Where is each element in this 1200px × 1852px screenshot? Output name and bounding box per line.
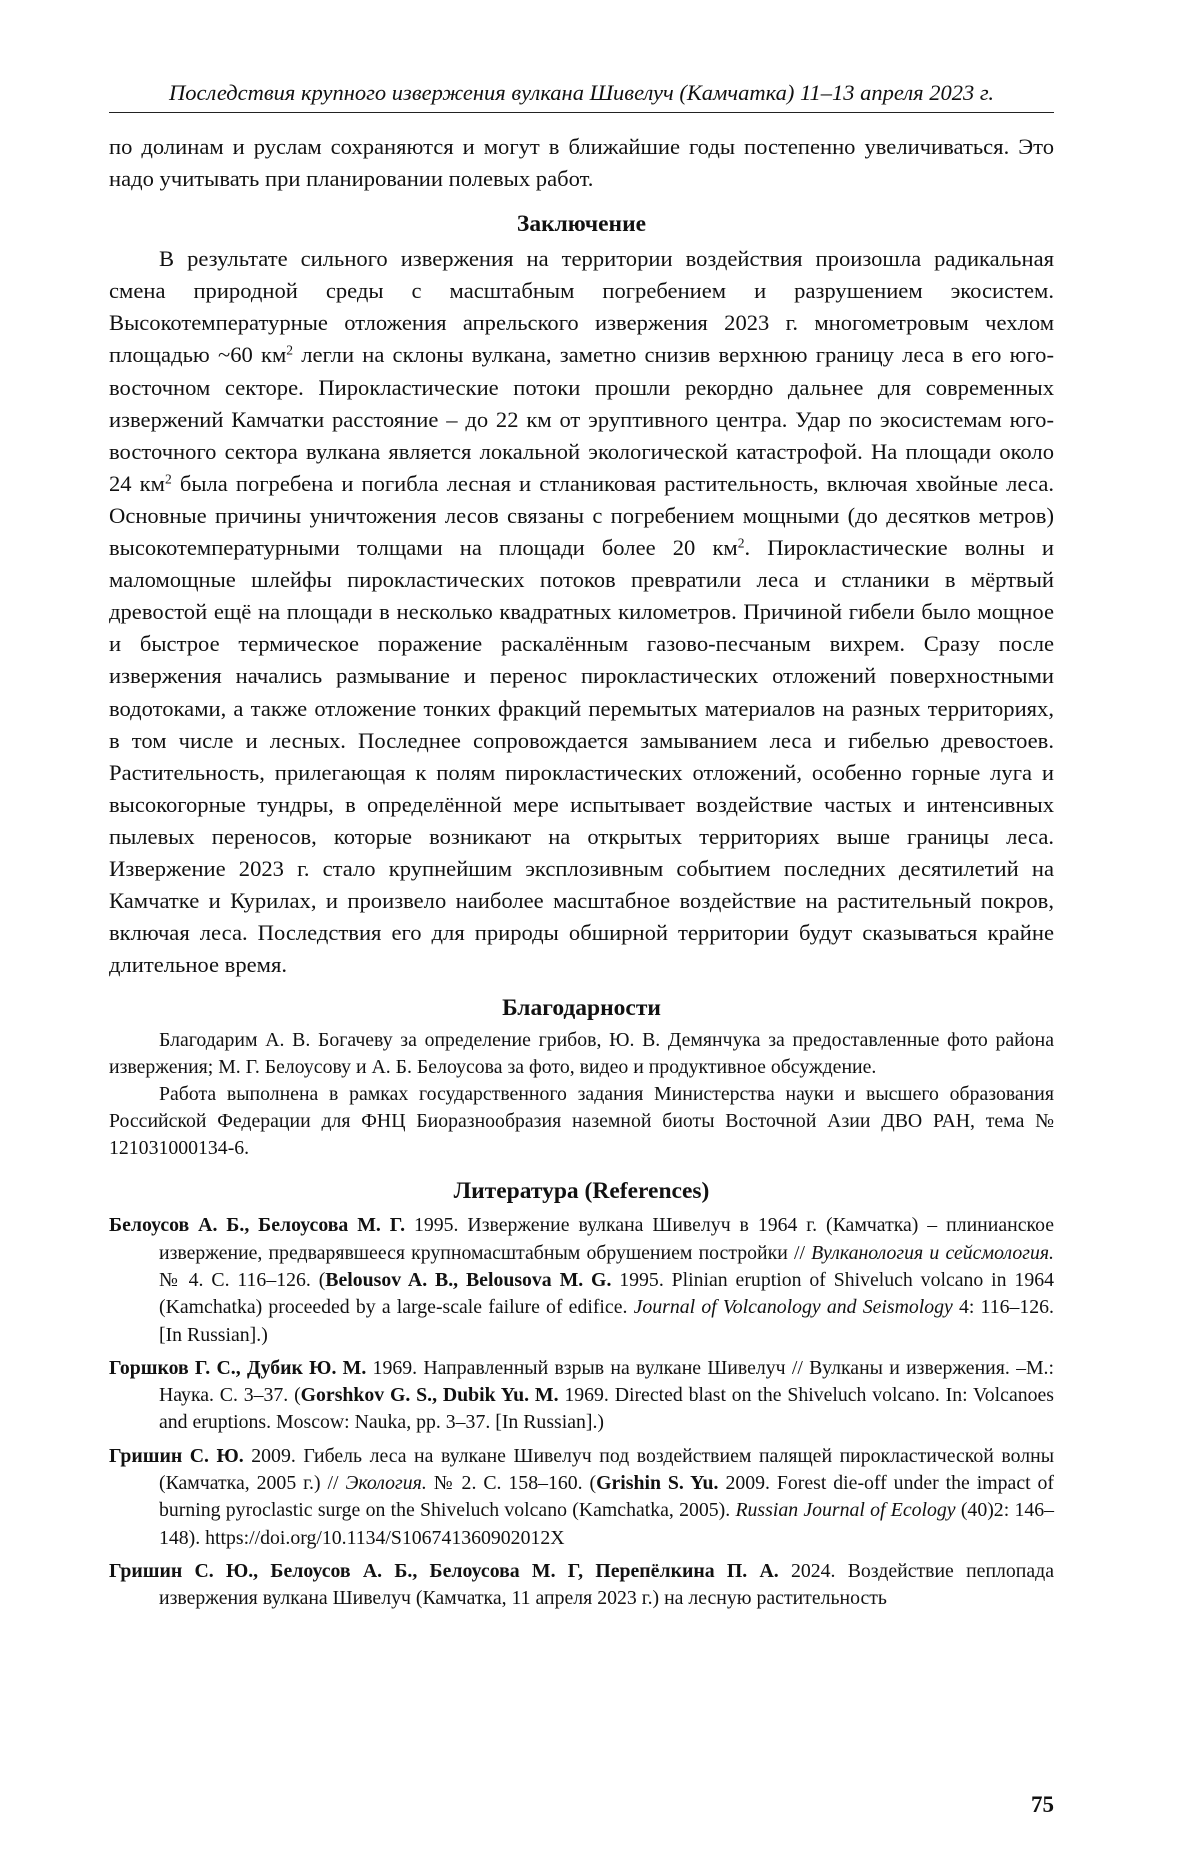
reference-item: Гришин С. Ю. 2009. Гибель леса на вулкане Шивелуч под воздействием палящей пирокластической волны (Камчатка, 2005 г.) // Экология. № 2. С. 158–160. (Grishin S. Yu. 2009. Forest die-off under the impact of burning pyroclastic surge on the Shiveluch volcano (Kamchatka, 2005). Russian Journal of Ecology (40)2: 146–148). https://doi.org/10.1134/S106741360902012X bbox=[109, 1444, 1055, 1549]
acknowledgements-section bbox=[109, 1027, 1054, 1162]
references-heading: Литература (References) bbox=[453, 1178, 710, 1205]
intro-paragraph: по долинам и руслам сохраняются и могут в ближайшие годы постепенно увеличиваться. Это надо учитывать при планировании полевых работ. bbox=[109, 134, 1054, 192]
conclusion-paragraph: В результате сильного извержения на территории воздействия произошла радикальная смена природной среды с масштабным погребением и разрушением экосистем. Высокотемпературные отложения апрельского извержения 2023 г. многометровым чехлом площадью ~60 $км^2$ легли на склоны вулкана, заметно снизив верхнюю границу леса в его юго-восточном секторе. Пирокластические потоки прошли рекордно дальнее для современных извержений Камчатки расстояние – до 22 км от эруптивного центра. Удар по экосистемам юго-восточного сектора вулкана является локальной экологической катастрофой. На площади около 24 $км^2$ была погребена и погибла лесная и стланиковая растительность, включая хвойные леса. Основные причины уничтожения лесов связаны с погребением мощными (до десятков метров) высокотемпературными толщами на площади более 20 $км^2$. Пирокластические волны и маломощные шлейфы пирокластических потоков превратили леса и стланики в мёртвый древостой ещё на площади в несколько квадратных километров. Причиной гибели было мощное и быстрое термическое поражение раскалённым газово-песчаным вихрем. Сразу после извержения начались размывание и перенос пирокластических отложений поверхностными водотоками, а также отложение тонких фракций перемытых материалов на разных территориях, в том числе и лесных. Последнее сопровождается замыванием леса и гибелью древостоев. Растительность, прилегающая к полям пирокластических отложений, особенно горные луга и высокогорные тундры, в определённой мере испытывает воздействие частых и интенсивных пылевых переносов, которые возникают на открытых территориях выше границы леса. Извержение 2023 г. стало крупнейшим эксплозивным событием последних десятилетий на Камчатке и Курилах, и произвело наиболее масштабное воздействие на растительный покров, включая леса. Последствия его для природы обширной территории будут сказываться крайне длительное время. bbox=[109, 246, 1054, 978]
document-page bbox=[109, 78, 1054, 1818]
references-list bbox=[109, 1212, 1054, 1612]
reference-item: Белоусов А. Б., Белоусова М. Г. 1995. Извержение вулкана Шивелуч в 1964 г. (Камчатка) – плинианское извержение, предварявшееся крупномасштабным обрушением постройки // Вулканология и сейсмология. № 4. С. 116–126. (Belousov A. B., Belousova M. G. 1995. Plinian eruption of Shiveluch volcano in 1964 (Kamchatka) proceeded by a large-scale failure of edifice. Journal of Volcanology and Seismology 4: 116–126. [In Russian].) bbox=[109, 1214, 1054, 1346]
main-text bbox=[109, 131, 1054, 981]
conclusion-heading: Заключение bbox=[516, 211, 647, 238]
reference-item: Гришин С. Ю., Белоусов А. Б., Белоусова М. Г, Перепёлкина П. А. 2024. Воздействие пеплопада извержения вулкана Шивелуч (Камчатка, 11 апреля 2023 г.) на лесную растительность bbox=[109, 1559, 1054, 1610]
page-number: 75 bbox=[1031, 1792, 1054, 1817]
reference-item: Горшков Г. С., Дубик Ю. М. 1969. Направленный взрыв на вулкане Шивелуч // Вулканы и извержения. –М.: Наука. С. 3–37. (Gorshkov G. S., Dubik Yu. M. 1969. Directed blast on the Shiveluch volcano. In: Volcanoes and eruptions. Moscow: Nauka, pp. 3–37. [In Russian].) bbox=[109, 1356, 1054, 1434]
acknowledgements-heading: Благодарности bbox=[502, 995, 661, 1022]
running-head: Последствия крупного извержения вулкана Шивелуч (Камчатка) 11–13 апреля 2023 г. bbox=[109, 78, 1054, 113]
funding-paragraph: Работа выполнена в рамках государственного задания Министерства науки и высшего образования Российской Федерации для ФНЦ Биоразнообразия наземной биоты Восточной Азии ДВО РАН, тема № 121031000134-6. bbox=[109, 1083, 1054, 1160]
acknowledgements-paragraph: Благодарим А. В. Богачеву за определение грибов, Ю. В. Демянчука за предоставленные фото района извержения; М. Г. Белоусову и А. Б. Белоусова за фото, видео и продуктивное обсуждение. bbox=[109, 1029, 1054, 1079]
